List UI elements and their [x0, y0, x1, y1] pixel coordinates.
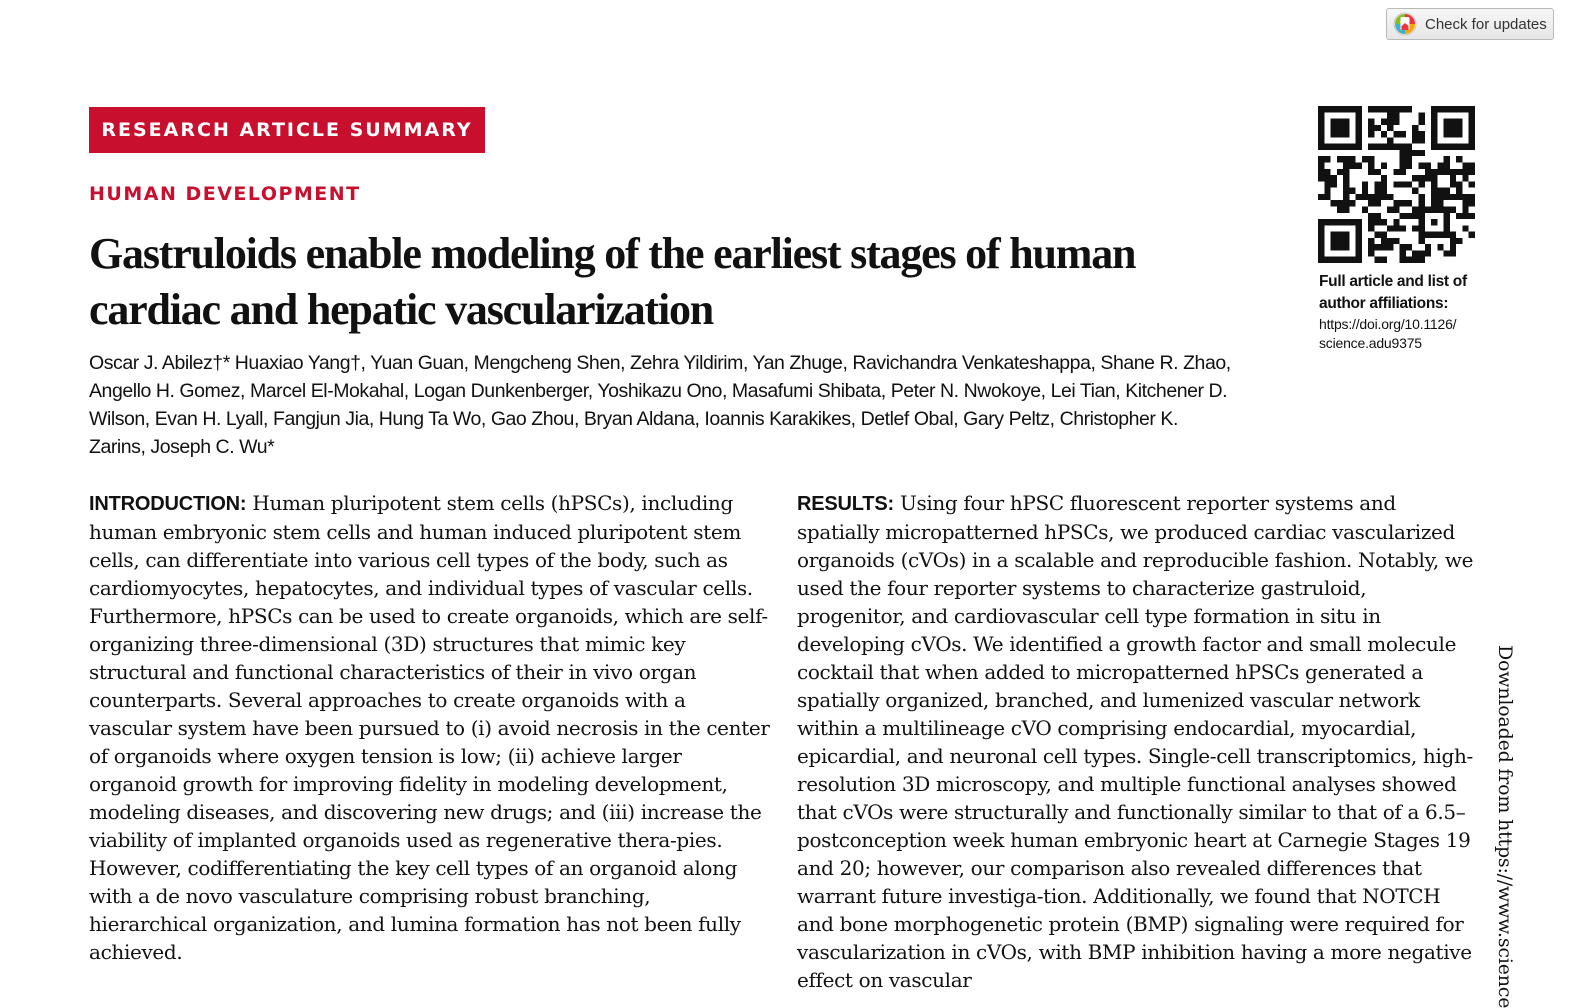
article-title-line-2: cardiac and hepatic vascularization: [89, 285, 714, 334]
download-watermark: Downloaded from https://www.science: [1494, 645, 1516, 1008]
article-type-badge: RESEARCH ARTICLE SUMMARY: [89, 107, 485, 153]
check-for-updates-label: Check for updates: [1425, 15, 1547, 33]
affiliations-heading: Full article and list of author affiliations:: [1319, 273, 1467, 312]
results-text: Using four hPSC fluorescent reporter systems and spatially micropatterned hPSCs, we produced cardiac vascularized organoids (cVOs) in a scalable and reproducible fashion. Notably, we used the four reporter systems to characterize gastruloid, progenitor, and cardiovascular cell type formation in situ in developing cVOs. We identified a growth factor and small molecule cocktail that when added to micropatterned hPSCs generated a spatially organized, branched, and lumenized vascular network within a multilineage cVO comprising endocardial, myocardial, epicardial, and neuronal cell types. Single-cell transcriptomics, high-resolution 3D microscopy, and multiple functional analyses showed that cVOs were structurally and functionally similar to that of a 6.5–postconception week human embryonic heart at Carnegie Stages 19 and 20; however, our comparison also revealed differences that warrant future investiga-tion. Additionally, we found that NOTCH and bone morphogenetic protein (BMP) signaling were required for vascularization in cVOs, with BMP inhibition having a more negative effect on vascular: [797, 491, 1474, 992]
article-title-line-1: Gastruloids enable modeling of the earliest stages of human: [89, 229, 1136, 278]
doi-line-1: https://doi.org/10.1126/: [1319, 316, 1457, 332]
doi-line-2: science.adu9375: [1319, 335, 1422, 351]
article-title: [89, 226, 1229, 338]
introduction-text: Human pluripotent stem cells (hPSCs), including human embryonic stem cells and human induced pluripotent stem cells, can differentiate into various cell types of the body, such as cardiomyocytes, hepatocytes, and individual types of vascular cells. Furthermore, hPSCs can be used to create organoids, which are self-organizing three-dimensional (3D) structures that mimic key structural and functional characteristics of their in vivo organ counterparts. Several approaches to create organoids with a vascular system have been pursued to (i) avoid necrosis in the center of organoids where oxygen tension is low; (ii) achieve larger organoid growth for improving fidelity in modeling development, modeling diseases, and discovering new drugs; and (iii) increase the viability of implanted organoids used as regenerative thera-pies. However, codifferentiating the key cell types of an organoid along with a de novo vasculature comprising robust branching, hierarchical organization, and lumina formation has not been fully achieved.: [89, 491, 770, 964]
results-label: RESULTS:: [797, 493, 894, 515]
results-section: [797, 489, 1477, 994]
doi-link[interactable]: [1319, 315, 1499, 353]
introduction-section: [89, 489, 773, 966]
affiliations-note: [1319, 271, 1499, 353]
crossmark-icon: [1393, 12, 1417, 36]
author-list: Oscar J. Abilez†* Huaxiao Yang†, Yuan Guan, Mengcheng Shen, Zehra Yildirim, Yan Zhuge, Ravichandra Venkateshappa, Shane R. Zhao, Angello H. Gomez, Marcel El-Mokahal, Logan Dunkenberger, Yoshikazu Ono, Masafumi Shibata, Peter N. Nwokoye, Lei Tian, Kitchener D. Wilson, Evan H. Lyall, Fangjun Jia, Hung Ta Wo, Gao Zhou, Bryan Aldana, Ioannis Karakikes, Detlef Obal, Gary Peltz, Christopher K. Zarins, Joseph C. Wu*: [89, 352, 1231, 458]
section-label: HUMAN DEVELOPMENT: [89, 183, 361, 205]
check-for-updates-button[interactable]: [1386, 8, 1554, 40]
qr-code-icon[interactable]: [1318, 106, 1475, 263]
introduction-label: INTRODUCTION:: [89, 493, 247, 515]
